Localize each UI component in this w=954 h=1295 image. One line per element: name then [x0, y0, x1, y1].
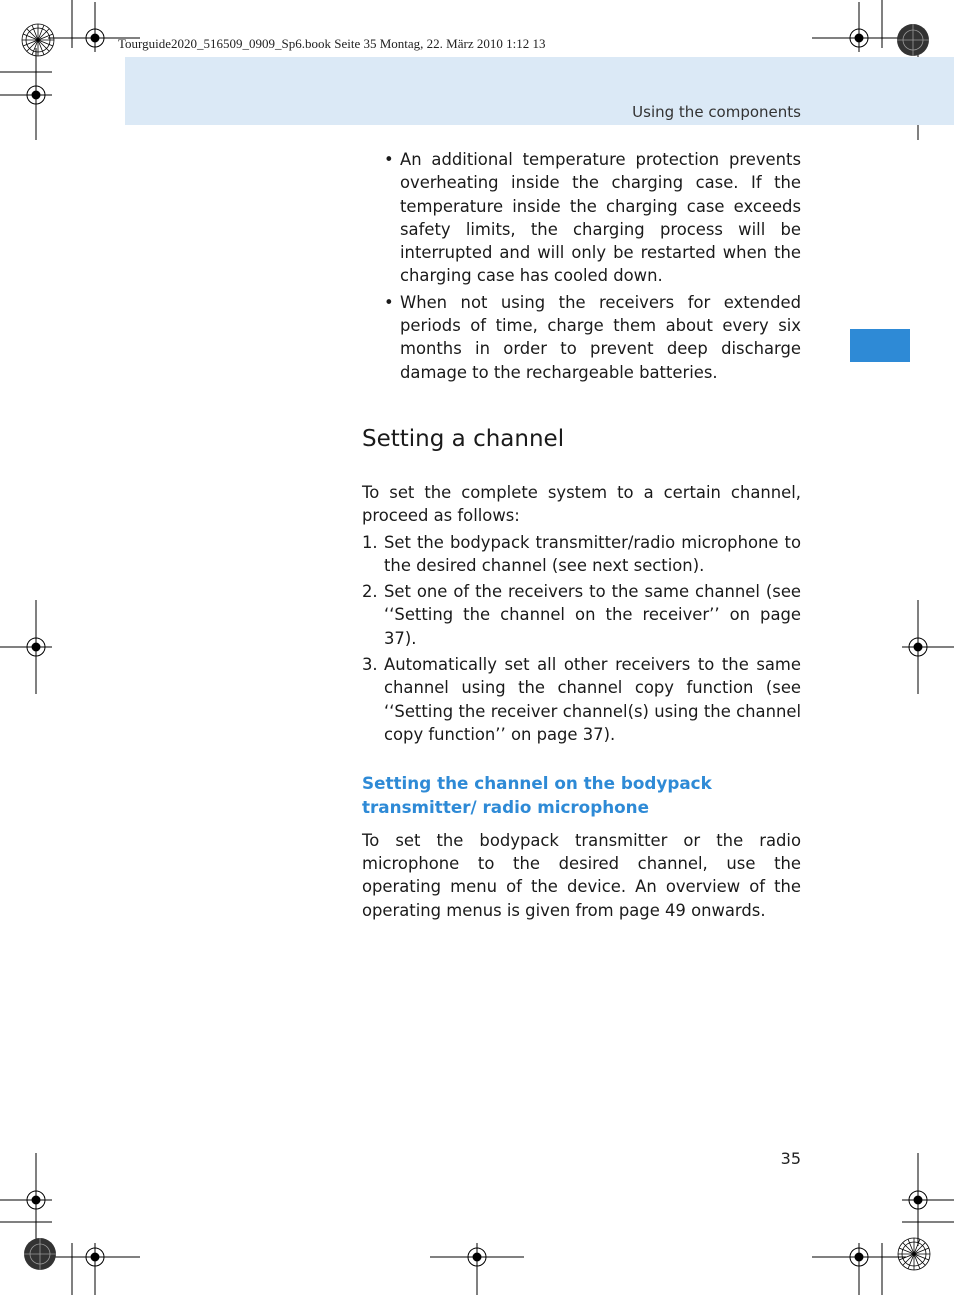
step-text: Set one of the receivers to the same channel (see ‘‘Setting the channel on the receiver’’ on page 37).	[384, 582, 801, 648]
step-item	[362, 580, 801, 650]
step-text: Set the bodypack transmitter/radio microphone to the desired channel (see next section).	[384, 532, 801, 575]
print-info-line: Tourguide2020_516509_0909_Sp6.book Seite 35 Montag, 22. März 2010 1:12 13	[118, 36, 546, 51]
step-item	[362, 531, 801, 578]
bullet-icon: •	[384, 150, 394, 169]
list-item-text: An additional temperature protection prevents overheating inside the charging case. If the temperature inside the charging case exceeds safety limits, the charging process will be interrupted and will only be restarted when the charging case has cooled down.	[400, 150, 801, 286]
main-content	[362, 148, 801, 925]
list-item-text: When not using the receivers for extended periods of time, charge them about every six months in order to prevent deep discharge damage to the rechargeable batteries.	[400, 292, 801, 382]
page-number: 35	[780, 1149, 801, 1168]
bullet-icon: •	[384, 292, 394, 312]
header-band	[125, 57, 954, 125]
section-heading: Setting a channel	[362, 425, 565, 452]
step-list	[362, 531, 801, 747]
subsection-body: To set the bodypack transmitter or the radio microphone to the desired channel, use the operating menu of the device. An overview of the operating menus is given from page 49 onwards.	[362, 830, 801, 920]
list-item	[362, 291, 801, 384]
list-item	[362, 148, 801, 288]
subsection-heading: Setting the channel on the bodypack transmitter/ radio microphone	[362, 773, 712, 817]
step-number: 1.	[362, 532, 378, 552]
step-number: 3.	[362, 655, 378, 675]
step-text: Automatically set all other receivers to the same channel using the channel copy function (see ‘‘Setting the receiver channel(s) using the channel copy function’’ on page 37).	[384, 655, 801, 744]
step-number: 2.	[362, 582, 378, 602]
step-item	[362, 653, 801, 746]
bullet-list	[362, 148, 801, 384]
section-intro: To set the complete system to a certain channel, proceed as follows:	[362, 482, 801, 526]
chapter-tab	[850, 329, 910, 362]
running-header: Using the components	[632, 103, 801, 121]
